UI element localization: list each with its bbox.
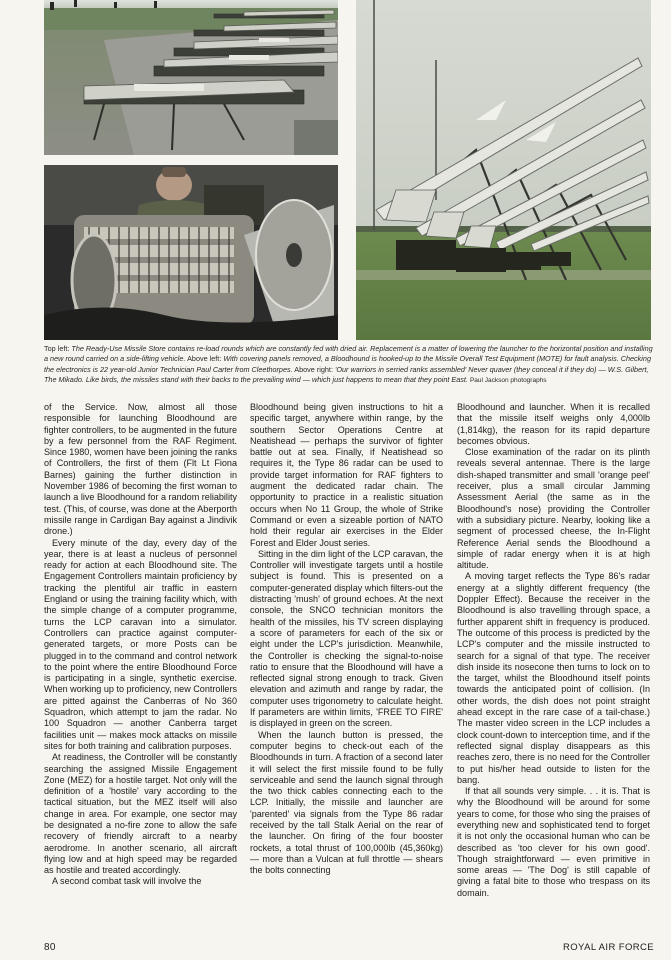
article-paragraph: Sitting in the dim light of the LCP caravan, the Controller will investigate targets until a hostile subject is found. This is presented on a computer-generated display which filters-out the distracting 'mush' of ground echoes. At the next console, the SNCO technician monitors the health of the missiles, his TV screen displaying a score of parameters for each of the six or eight under the LCP's jurisdiction. Meanwhile, the Controller is checking the signal-to-noise ratio to ensure that the Bloodhound will have a reflected signal strong enough to track. Given elevation and azimuth and range by radar, the computer uses trigonometry to calculate height. If parameters are within limits, 'FREE TO FIRE' is displayed in green on the screen. (250, 548, 443, 729)
article-paragraph: At readiness, the Controller will be constantly searching the assigned Missile Engagement Zone (MEZ) for a hostile target. Not only will the definition of a 'hostile' vary according to the tactical situation, but the MEZ itself will also change in area. For example, one sector may be designated a no-fire zone to allow the safe recovery of friendly aircraft to a nearby aerodrome. In another scenario, all aircraft flying low and at high speed may be regarded as hostile and treated accordingly. (44, 752, 237, 876)
photo-caption (44, 344, 654, 387)
article-paragraph: Close examination of the radar on its plinth reveals several antennae. There is the large dish-shaped transmitter and small 'orange peel' receiver, plus a small circular Jamming Assessment Aerial (the same as in the Bloodhound's nose) providing the Controller with a subsidiary picture. Nearby, looking like a segment of processed cheese, the In-Flight Reference Aerial sends the Bloodhound a simple of radar energy when it is at high altitude. (457, 447, 650, 571)
photo-above-left (44, 165, 338, 340)
magazine-title: ROYAL AIR FORCE (563, 942, 654, 953)
article-paragraph: When the launch button is pressed, the computer begins to check-out each of the Bloodhounds in turn. A fraction of a second later it will select the first missile found to be fully serviceable and send the launch signal through the two thick cables connecting each to the LCP. Initially, the missile and launcher are 'parented' via signals from the Type 86 radar received by the tall Stalk Aerial on the rear of the launcher. On firing of the four booster rockets, a total thrust of 100,000lb (45,360kg) — more than a Vulcan at full throttle — shears the bolts connecting (250, 729, 443, 876)
article-column-1 (44, 402, 237, 888)
article-paragraph: If that all sounds very simple. . . it is. That is why the Bloodhound will be around for some years to come, for those who sing the praises of everything new and sophisticated tend to forget it is not only the occasional human who can be described as 'too clever for his own good'. Though straightforward — even primitive in some areas — 'The Dog' is still capable of giving a fatal bite to those who trespass on its domain. (457, 786, 650, 898)
article-column-3 (457, 402, 650, 899)
caption-text-above-right: 'Our warriors in serried ranks assembled' Never quaver (they conceal it if they do) — W.S. Gilbert, The Mikado. Like birds, the missiles stand with their backs to the prevailing wind — which just happens to mean that they point East. (44, 364, 649, 385)
article-paragraph: of the Service. Now, almost all those responsible for launching Bloodhound are fighter controllers, to be augmented in the future by a few personnel from the RAF Regiment. Since 1980, women have been joining the ranks of Controllers, the first of them (Flt Lt Fiona Barnes) gaining the further distinction in November 1986 of becoming the first woman to launch a live Bloodhound for a random reliability test. (This, of course, was done at the Aberporth missile range in Cardigan Bay against a Jindivik drone.) (44, 402, 237, 537)
article-column-2 (250, 402, 443, 876)
caption-text-above-left: With covering panels removed, a Bloodhound is hooked-up to the Missile Overall Test Equipment (MOTE) for fault analysis. Checking the electronics is 22 year-old Junior Technician Paul Carter from Cleethorpes. (44, 354, 651, 374)
photo-above-right (356, 0, 651, 340)
article-paragraph: A moving target reflects the Type 86's radar energy at a slightly different frequency (the Doppler Effect). Because the receiver in the Bloodhound is also travelling through space, a further apparent shift in frequency is produced. The outcome of this process is predicted by the LCP's computer and the missile instructed to search for a signal of that type. The receiver dish inside its nosecone then turns to lock on to the target, whilst the Bloodhound itself points towards the anticipated point of collision. (In other words, the dish does not point straight ahead except in the rare case of a tail-chase.) The master video screen in the LCP includes a clock count-down to interception time, and if the reflected signal display disappears as this reaches zero, there is no need for the Controller to put his/her head outside to listen for the bang. (457, 571, 650, 785)
caption-text-top-left: The Ready-Use Missile Store contains re-load rounds which are constantly fed with dried air. Replacement is a matter of lowering the launcher to the horizontal position and installing a new round carried on a side-lifting vehicle. (44, 344, 653, 364)
caption-label-above-left: Above left: (187, 354, 222, 364)
photo-credit: Paul Jackson photographs (469, 377, 547, 385)
article-paragraph: Bloodhound being given instructions to hit a specific target, anywhere within range, by the southern Sector Operations Centre at Neatishead — perhaps the survivor of fighter battle out at sea. Finally, if Neatishead so requires it, the Type 86 radar can be used to provide target information for RAF fighters to augment the dedicated radar chain. The opportunity to practice in a realistic situation occurs when No 11 Group, the whole of Strike Command or even a sizeable portion of NATO hold their regular air exercises in the Elder Forest and Elder Joust series. (250, 402, 443, 548)
page-number: 80 (44, 942, 56, 953)
article-paragraph: Every minute of the day, every day of the year, there is at least a nucleus of personnel ready for action at each Bloodhound site. The Engagement Controllers maintain proficiency by tracking the plentiful air traffic in eastern England or using the training facility which, with the simple change of a computer programme, turns the LCP caravan into a simulator. Controllers can practice against computer-generated targets, or more Posts can be plugged in to the command and control network to the point where the entire Bloodhound Force is participating in a single, synthetic exercise. When working up to proficiency, new Controllers are pitted against the Canberras of No 360 Squadron, which attempt to jam the radar. No 100 Squadron — another Canberra target facilities unit — makes mock attacks on missile sites for both training and calibration purposes. (44, 537, 237, 751)
caption-label-top-left: Top left: (44, 344, 70, 353)
article-paragraph: A second combat task will involve the (52, 876, 202, 887)
photo-top-left (44, 0, 338, 155)
article-paragraph: Bloodhound and launcher. When it is recalled that the missile itself weighs only 4,000lb (1,814kg), the reason for its rapid departure becomes obvious. (457, 402, 650, 446)
caption-label-above-right: Above right: (294, 364, 333, 374)
